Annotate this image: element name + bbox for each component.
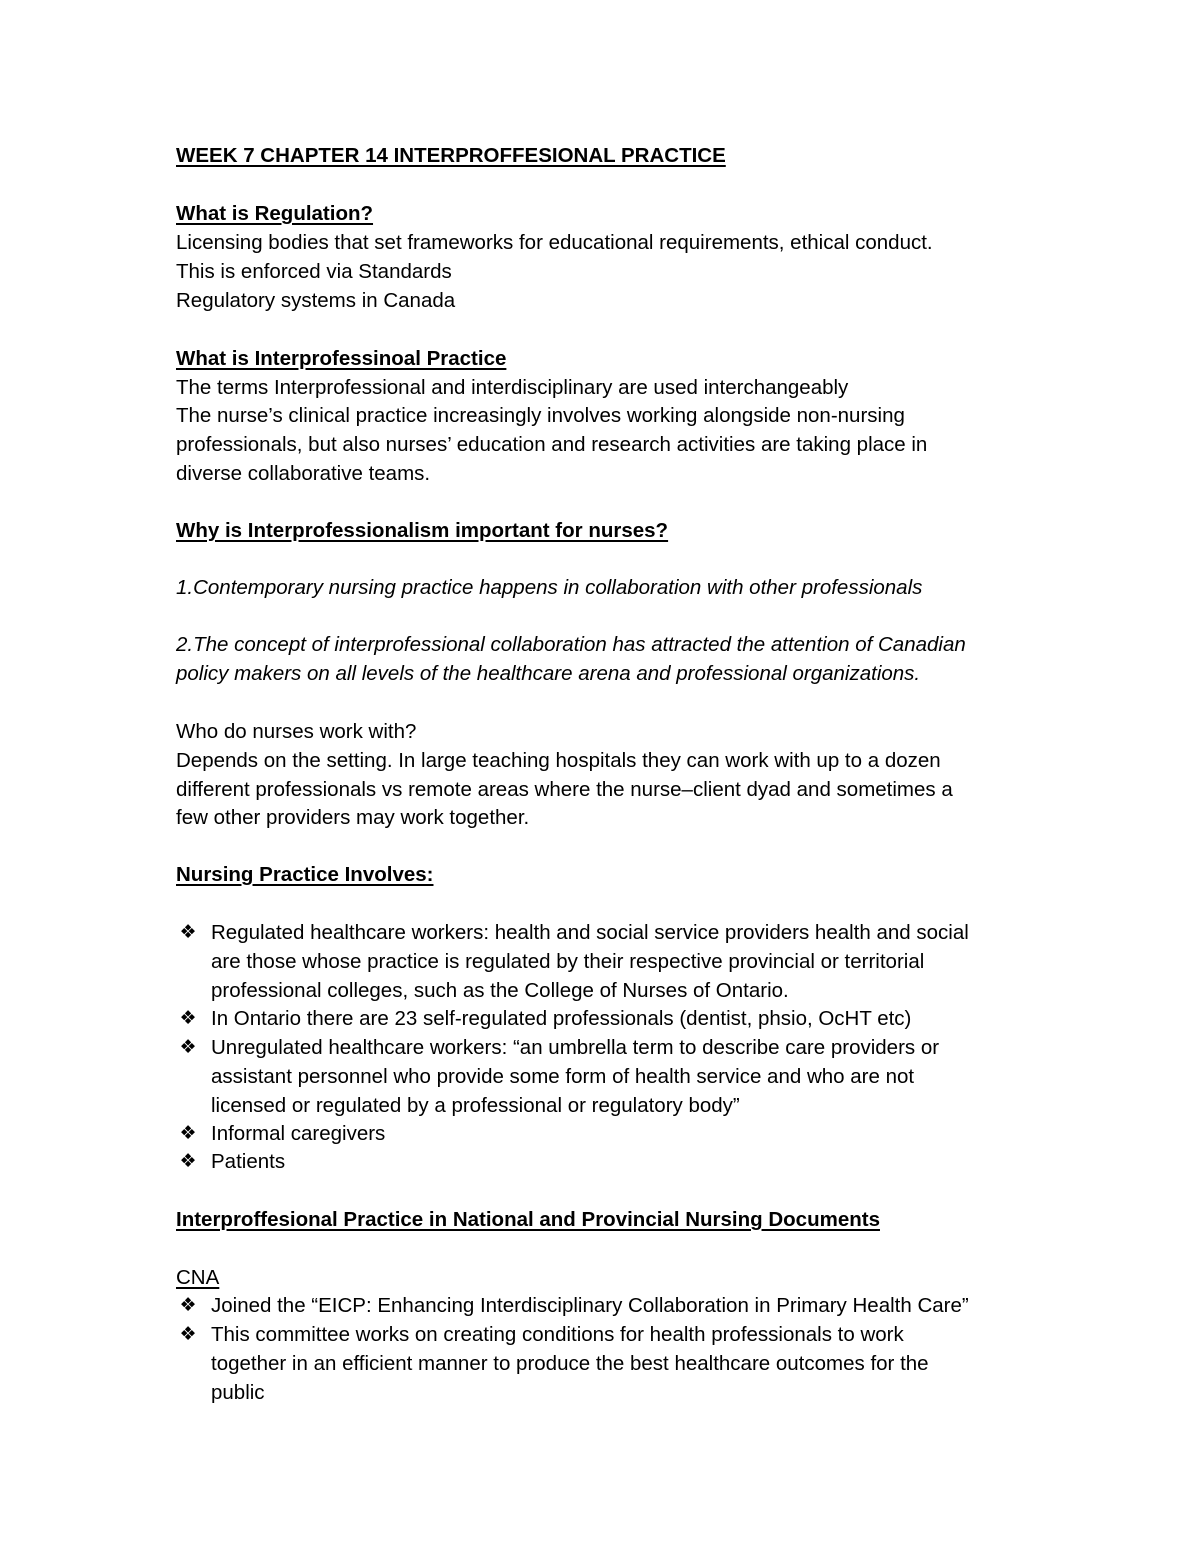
importance-point-2: 2.The concept of interprofessional collaboration has attracted the attention of Canadian — [176, 633, 966, 656]
regulation-heading: What is Regulation? — [176, 202, 374, 225]
who-work-with-line: few other providers may work together. — [176, 806, 530, 829]
list-item: Regulated healthcare workers: health and social service providers health and social — [211, 921, 969, 944]
regulation-line: Licensing bodies that set frameworks for educational requirements, ethical conduct. — [176, 231, 933, 254]
documents-heading: Interproffesional Practice in National and Provincial Nursing Documents — [176, 1208, 880, 1231]
diamond-bullet-icon: ❖ — [179, 1324, 197, 1345]
list-item: are those whose practice is regulated by their respective provincial or territorial — [211, 950, 925, 973]
list-item: In Ontario there are 23 self-regulated professionals (dentist, phsio, OcHT etc) — [211, 1007, 912, 1030]
list-item: licensed or regulated by a professional or regulatory body” — [211, 1094, 740, 1117]
interprofessional-line: The terms Interprofessional and interdisciplinary are used interchangeably — [176, 376, 849, 399]
list-item: assistant personnel who provide some form of health service and who are not — [211, 1065, 915, 1088]
list-item: professional colleges, such as the College of Nurses of Ontario. — [211, 979, 789, 1002]
interprofessional-line: diverse collaborative teams. — [176, 462, 431, 485]
who-work-with-question: Who do nurses work with? — [176, 720, 417, 743]
list-item: Joined the “EICP: Enhancing Interdisciplinary Collaboration in Primary Health Care” — [211, 1294, 969, 1317]
list-item: together in an efficient manner to produce the best healthcare outcomes for the — [211, 1352, 929, 1375]
importance-point-2: policy makers on all levels of the healthcare arena and professional organizations. — [176, 662, 921, 685]
diamond-bullet-icon: ❖ — [179, 1151, 197, 1172]
list-item: This committee works on creating conditions for health professionals to work — [211, 1323, 904, 1346]
who-work-with-line: Depends on the setting. In large teaching hospitals they can work with up to a dozen — [176, 749, 941, 772]
page-title: WEEK 7 CHAPTER 14 INTERPROFFESIONAL PRACTICE — [176, 144, 726, 167]
list-item: public — [211, 1381, 265, 1404]
diamond-bullet-icon: ❖ — [179, 1037, 197, 1058]
regulation-line: Regulatory systems in Canada — [176, 289, 456, 312]
diamond-bullet-icon: ❖ — [179, 922, 197, 943]
interprofessional-line: The nurse’s clinical practice increasingly involves working alongside non-nursing — [176, 404, 905, 427]
diamond-bullet-icon: ❖ — [179, 1008, 197, 1029]
diamond-bullet-icon: ❖ — [179, 1295, 197, 1316]
cna-label: CNA — [176, 1266, 220, 1289]
list-item: Unregulated healthcare workers: “an umbrella term to describe care providers or — [211, 1036, 940, 1059]
list-item: Patients — [211, 1150, 286, 1173]
importance-heading: Why is Interprofessionalism important for nurses? — [176, 519, 669, 542]
list-item: Informal caregivers — [211, 1122, 386, 1145]
diamond-bullet-icon: ❖ — [179, 1123, 197, 1144]
interprofessional-heading: What is Interprofessinoal Practice — [176, 347, 507, 370]
regulation-line: This is enforced via Standards — [176, 260, 452, 283]
interprofessional-line: professionals, but also nurses’ education and research activities are taking place in — [176, 433, 928, 456]
importance-point-1: 1.Contemporary nursing practice happens in collaboration with other professionals — [176, 576, 923, 599]
nursing-practice-heading: Nursing Practice Involves: — [176, 863, 434, 886]
who-work-with-line: different professionals vs remote areas where the nurse–client dyad and sometimes a — [176, 778, 953, 801]
